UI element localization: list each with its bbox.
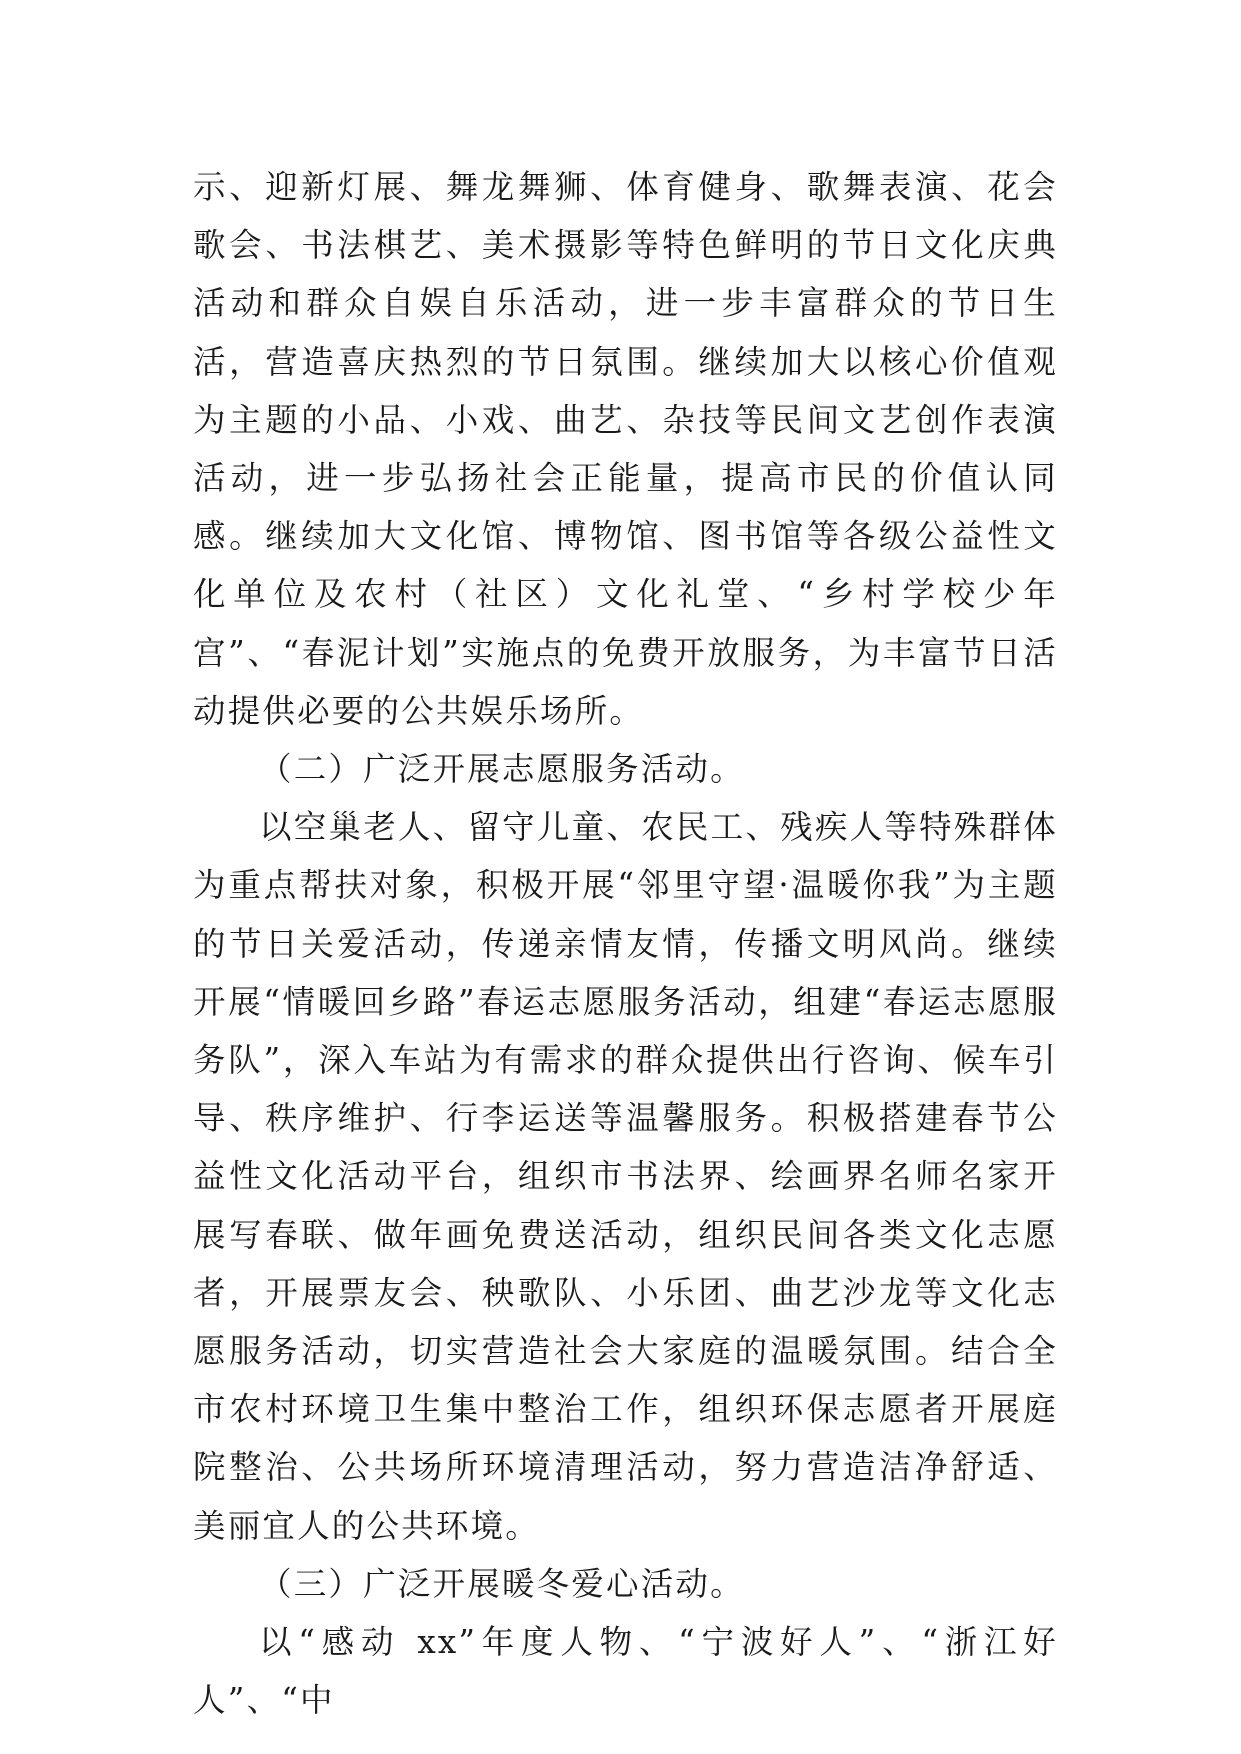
document-body — [193, 158, 1058, 1729]
section-heading-winter-care: （三）广泛开展暖冬爱心活动。 — [259, 1564, 745, 1603]
paragraph-festival-activities: 示、迎新灯展、舞龙舞狮、体育健身、歌舞表演、花会歌会、书法棋艺、美术摄影等特色鲜明的节日文化庆典活动和群众自娱自乐活动，进一步丰富群众的节日生活，营造喜庆热烈的节日氛围。继续加大以核心价值观为主题的小品、小戏、曲艺、杂技等民间文艺创作表演活动，进一步弘扬社会正能量，提高市民的价值认同感。继续加大文化馆、博物馆、图书馆等各级公益性文化单位及农村（社区）文化礼堂、“乡村学校少年宫”、“春泥计划”实施点的免费开放服务，为丰富节日活动提供必要的公共娱乐场所。 — [193, 168, 1058, 730]
paragraph-winter-care: 以“感动 xx”年度人物、“宁波好人”、“浙江好人”、“中 — [193, 1623, 1058, 1720]
section-heading-volunteer-service: （二）广泛开展志愿服务活动。 — [259, 750, 745, 789]
paragraph-volunteer-service: 以空巢老人、留守儿童、农民工、残疾人等特殊群体为重点帮扶对象，积极开展“邻里守望·温暖你我”为主题的节日关爱活动，传递亲情友情，传播文明风尚。继续开展“情暖回乡路”春运志愿服务活动，组建“春运志愿服务队”，深入车站为有需求的群众提供出行咨询、候车引导、秩序维护、行李运送等温馨服务。积极搭建春节公益性文化活动平台，组织市书法界、绘画界名师名家开展写春联、做年画免费送活动，组织民间各类文化志愿者，开展票友会、秧歌队、小乐团、曲艺沙龙等文化志愿服务活动，切实营造社会大家庭的温暖氛围。结合全市农村环境卫生集中整治工作，组织环保志愿者开展庭院整治、公共场所环境清理活动，努力营造洁净舒适、美丽宜人的公共环境。 — [193, 808, 1058, 1545]
